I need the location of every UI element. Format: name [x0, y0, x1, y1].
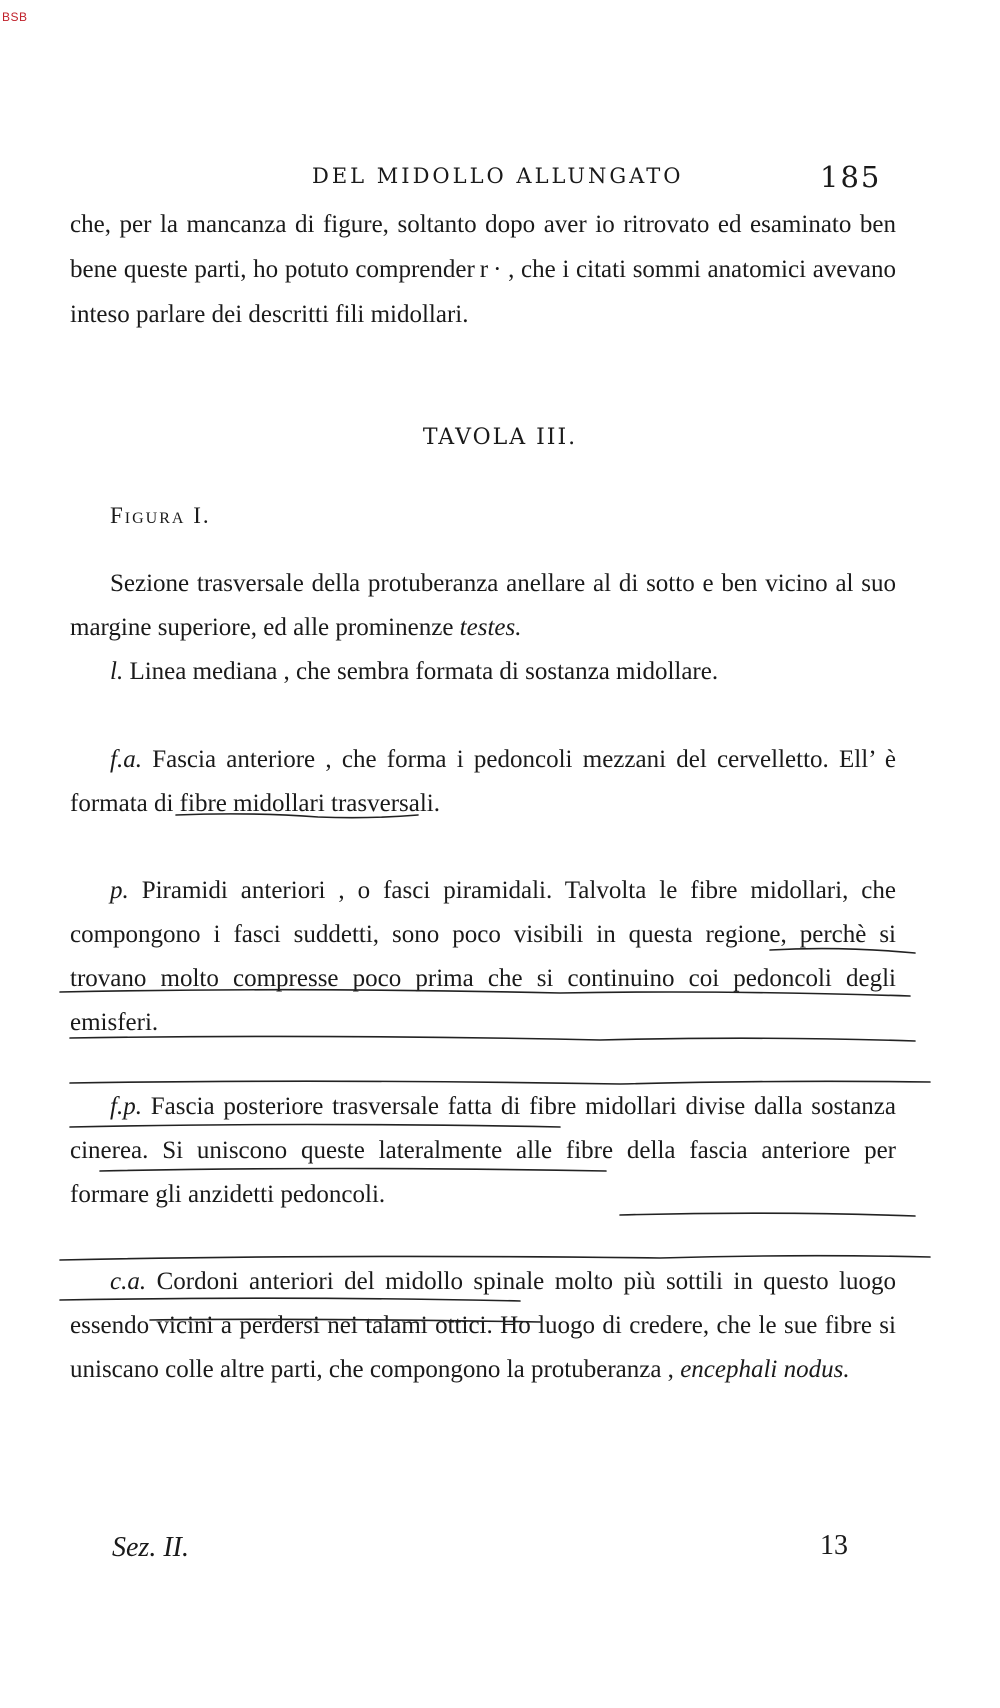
underline-mark: [60, 1256, 930, 1260]
underline-mark: [100, 1169, 606, 1172]
underline-mark: [70, 1036, 915, 1041]
underline-mark: [150, 1319, 540, 1322]
underline-mark: [70, 1125, 560, 1128]
intro-paragraph: che, per la mancanza di figure, soltanto dopo aver io ritrovato ed esaminato ben bene queste parti, ho potuto comprender r · , che i citati sommi anatomici avevano inteso parlare dei descritti fili midollari.: [70, 211, 896, 328]
underline-mark: [60, 1298, 520, 1301]
signature-mark: Sez. II.: [112, 1532, 189, 1563]
legend-abbr: f.a.: [110, 746, 142, 773]
legend-text: Piramidi anteriori , o fasci piramidali. Talvolta le fibre midollari, che compongono i fasci suddetti, sono poco visibili in questa regione, perchè si trovano molto compresse poco prima che si continuino coi pedoncoli degli emisferi.: [70, 877, 896, 1036]
legend-abbr: c.a.: [110, 1268, 147, 1295]
underline-mark: [770, 949, 915, 953]
legend-italic-tail: encephali nodus.: [680, 1356, 850, 1383]
legend-abbr: l.: [110, 658, 124, 685]
figure-description-text: Sezione trasversale della protuberanza anellare al di sotto e ben vicino al suo margine superiore, ed alle prominenze: [70, 570, 896, 641]
legend-text: Cordoni anteriori del midollo spinale molto più sottili in questo luogo essendo vicini a perdersi nei talami ottici. Ho luogo di credere, che le sue fibre si uniscano colle altre parti, che compongono la protuberanza ,: [70, 1268, 896, 1383]
underline-mark: [70, 1081, 930, 1084]
underline-mark: [60, 990, 910, 996]
running-title: DEL MIDOLLO ALLUNGATO: [312, 164, 684, 188]
page-number: 185: [820, 160, 882, 194]
legend-abbr: p.: [110, 877, 129, 904]
figure-label: Figura I.: [110, 503, 211, 528]
underline-mark: [620, 1213, 915, 1216]
library-stamp: BSB: [2, 10, 28, 24]
legend-text: Fascia anteriore , che forma i pedoncoli mezzani del cervelletto. Ell’ è formata di fibre midollari trasversali.: [70, 746, 896, 817]
figure-description-italic: testes.: [459, 614, 522, 641]
legend-text: Linea mediana , che sembra formata di sostanza midollare.: [123, 658, 719, 685]
underline-mark: [176, 814, 418, 818]
legend-abbr: f.p.: [110, 1093, 142, 1120]
sheet-number: 13: [820, 1530, 848, 1561]
plate-title: TAVOLA III.: [422, 425, 578, 450]
legend-text: Fascia posteriore trasversale fatta di fibre midollari divise dalla sostanza cinerea. Si uniscono queste lateralmente alle fibre della fascia anteriore per formare gli anzidetti pedoncoli.: [70, 1093, 896, 1208]
